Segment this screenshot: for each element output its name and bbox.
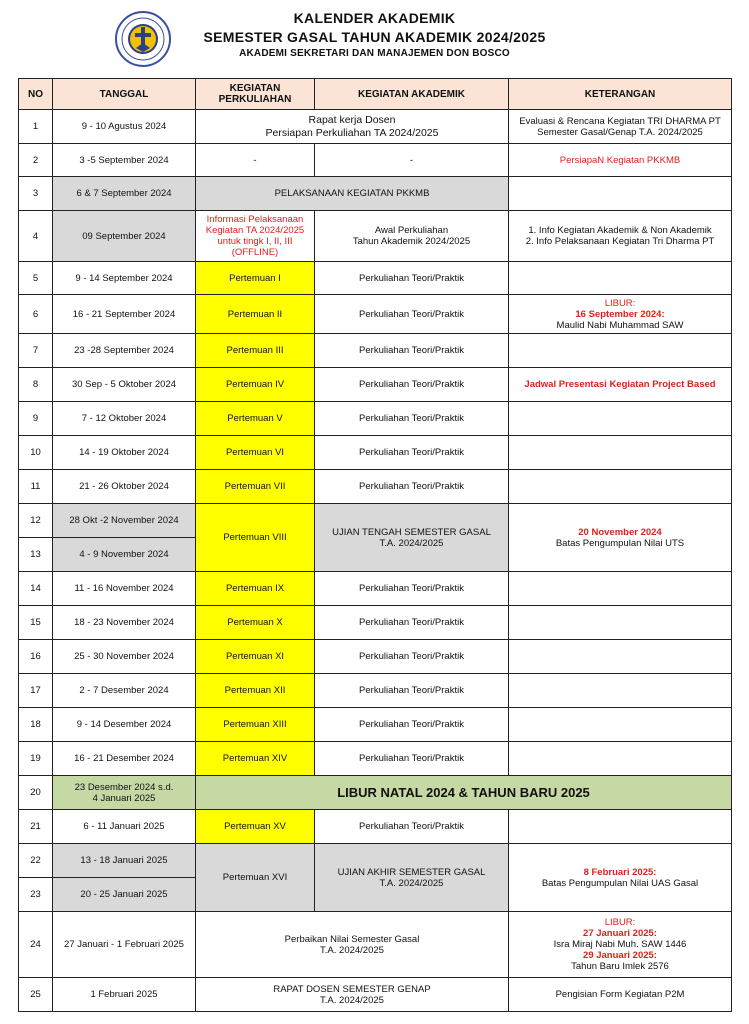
cell-tanggal: 30 Sep - 5 Oktober 2024 [53, 368, 196, 402]
cell-perkuliahan: - [196, 144, 315, 177]
cell-akademik [315, 504, 509, 572]
cell-no: 25 [19, 978, 53, 1012]
cell-line: LIBUR: [604, 297, 636, 309]
col-header-kegiatan-perkuliahan: KEGIATAN PERKULIAHAN [196, 79, 315, 110]
table-row [19, 674, 732, 708]
cell-perkuliahan: Pertemuan VII [196, 470, 315, 504]
cell-line: Batas Pengumpulan Nilai UAS Gasal [541, 877, 699, 889]
academic-calendar-table [18, 78, 732, 1012]
cell-line: Informasi Pelaksanaan [206, 214, 304, 225]
cell-keterangan [509, 262, 732, 295]
cell-perkuliahan: Pertemuan XI [196, 640, 315, 674]
page-header [0, 0, 749, 76]
cell-keterangan [509, 912, 732, 978]
table-row [19, 708, 732, 742]
table-row [19, 368, 732, 402]
cell-perkuliahan: Pertemuan XIV [196, 742, 315, 776]
cell-perkuliahan: Pertemuan VI [196, 436, 315, 470]
institution-logo-icon [114, 10, 172, 68]
cell-no: 10 [19, 436, 53, 470]
cell-akademik: Perkuliahan Teori/Praktik [315, 708, 509, 742]
cell-line: UJIAN AKHIR SEMESTER GASAL [337, 866, 486, 878]
cell-line: Evaluasi & Rencana Kegiatan TRI DHARMA PT [519, 115, 721, 127]
cell-keterangan: Jadwal Presentasi Kegiatan Project Based [509, 368, 732, 402]
cell-akademik: Perkuliahan Teori/Praktik [315, 810, 509, 844]
cell-line: Persiapan Perkuliahan TA 2024/2025 [265, 126, 439, 139]
cell-keterangan: Pengisian Form Kegiatan P2M [509, 978, 732, 1012]
table-row [19, 144, 732, 177]
cell-line: Tahun Baru Imlek 2576 [571, 961, 669, 972]
cell-tanggal: 14 - 19 Oktober 2024 [53, 436, 196, 470]
cell-tanggal: 11 - 16 November 2024 [53, 572, 196, 606]
cell-keterangan [509, 436, 732, 470]
cell-tanggal: 2 - 7 Desember 2024 [53, 674, 196, 708]
cell-no: 21 [19, 810, 53, 844]
cell-akademik: Perkuliahan Teori/Praktik [315, 295, 509, 334]
cell-line: Isra Miraj Nabi Muh. SAW 1446 [553, 939, 687, 950]
cell-keterangan [509, 295, 732, 334]
cell-kegiatan-merged [196, 978, 509, 1012]
cell-akademik: Perkuliahan Teori/Praktik [315, 436, 509, 470]
cell-line: Tahun Akademik 2024/2025 [352, 236, 471, 247]
cell-perkuliahan: Pertemuan XIII [196, 708, 315, 742]
cell-tanggal: 25 - 30 November 2024 [53, 640, 196, 674]
cell-akademik [315, 844, 509, 912]
table-row [19, 470, 732, 504]
cell-kegiatan-merged: PELAKSANAAN KEGIATAN PKKMB [196, 177, 509, 211]
cell-akademik: Perkuliahan Teori/Praktik [315, 262, 509, 295]
cell-kegiatan-merged [196, 110, 509, 144]
cell-tanggal: 3 -5 September 2024 [53, 144, 196, 177]
cell-line: T.A. 2024/2025 [379, 537, 444, 549]
cell-tanggal: 28 Okt -2 November 2024 [53, 504, 196, 538]
cell-tanggal: 9 - 10 Agustus 2024 [53, 110, 196, 144]
cell-no: 5 [19, 262, 53, 295]
cell-keterangan [509, 177, 732, 211]
cell-no: 3 [19, 177, 53, 211]
table-row [19, 334, 732, 368]
cell-keterangan [509, 572, 732, 606]
cell-tanggal: 7 - 12 Oktober 2024 [53, 402, 196, 436]
cell-perkuliahan: Pertemuan III [196, 334, 315, 368]
cell-tanggal: 20 - 25 Januari 2025 [53, 878, 196, 912]
cell-perkuliahan: Pertemuan V [196, 402, 315, 436]
cell-tanggal: 9 - 14 Desember 2024 [53, 708, 196, 742]
cell-line: 8 Februari 2025: [583, 866, 657, 878]
cell-no: 12 [19, 504, 53, 538]
table-row [19, 110, 732, 144]
cell-no: 8 [19, 368, 53, 402]
cell-line: 16 September 2024: [575, 308, 665, 320]
table-row [19, 776, 732, 810]
cell-perkuliahan: Pertemuan X [196, 606, 315, 640]
cell-no: 1 [19, 110, 53, 144]
cell-line: RAPAT DOSEN SEMESTER GENAP [273, 983, 431, 995]
cell-akademik [315, 211, 509, 262]
cell-line: 1. Info Kegiatan Akademik & Non Akademik [528, 225, 712, 236]
cell-akademik: Perkuliahan Teori/Praktik [315, 470, 509, 504]
cell-tanggal: 16 - 21 Desember 2024 [53, 742, 196, 776]
cell-akademik: Perkuliahan Teori/Praktik [315, 742, 509, 776]
cell-tanggal: 4 - 9 November 2024 [53, 538, 196, 572]
cell-tanggal: 9 - 14 September 2024 [53, 262, 196, 295]
table-row [19, 742, 732, 776]
table-row [19, 572, 732, 606]
cell-tanggal: 23 -28 September 2024 [53, 334, 196, 368]
cell-akademik: Perkuliahan Teori/Praktik [315, 606, 509, 640]
holiday-banner: LIBUR NATAL 2024 & TAHUN BARU 2025 [196, 776, 732, 810]
cell-line: (OFFLINE) [231, 247, 279, 258]
cell-no: 6 [19, 295, 53, 334]
cell-line: Perbaikan Nilai Semester Gasal [284, 933, 420, 945]
cell-tanggal: 21 - 26 Oktober 2024 [53, 470, 196, 504]
cell-akademik: Perkuliahan Teori/Praktik [315, 402, 509, 436]
table-row [19, 640, 732, 674]
table-row [19, 402, 732, 436]
cell-no: 22 [19, 844, 53, 878]
cell-keterangan [509, 640, 732, 674]
table-row [19, 295, 732, 334]
cell-no: 2 [19, 144, 53, 177]
cell-no: 11 [19, 470, 53, 504]
cell-no: 18 [19, 708, 53, 742]
cell-akademik: Perkuliahan Teori/Praktik [315, 368, 509, 402]
cell-no: 16 [19, 640, 53, 674]
cell-keterangan [509, 708, 732, 742]
cell-keterangan [509, 402, 732, 436]
cell-no: 13 [19, 538, 53, 572]
cell-perkuliahan: Pertemuan XVI [196, 844, 315, 912]
cell-line: 20 November 2024 [578, 526, 662, 538]
table-row [19, 436, 732, 470]
cell-akademik: Perkuliahan Teori/Praktik [315, 674, 509, 708]
cell-tanggal: 13 - 18 Januari 2025 [53, 844, 196, 878]
cell-keterangan [509, 810, 732, 844]
cell-tanggal: 6 & 7 September 2024 [53, 177, 196, 211]
col-header-tanggal: TANGGAL [53, 79, 196, 110]
table-row [19, 504, 732, 538]
table-row [19, 606, 732, 640]
col-header-kegiatan-akademik: KEGIATAN AKADEMIK [315, 79, 509, 110]
cell-perkuliahan: Pertemuan XV [196, 810, 315, 844]
cell-akademik: - [315, 144, 509, 177]
cell-keterangan [509, 674, 732, 708]
cell-keterangan [509, 470, 732, 504]
cell-perkuliahan: Pertemuan IV [196, 368, 315, 402]
table-row [19, 810, 732, 844]
cell-no: 19 [19, 742, 53, 776]
cell-tanggal: 6 - 11 Januari 2025 [53, 810, 196, 844]
cell-line: LIBUR: [604, 917, 636, 928]
cell-keterangan [509, 211, 732, 262]
cell-line: Semester Gasal/Genap T.A. 2024/2025 [537, 126, 703, 138]
cell-no: 23 [19, 878, 53, 912]
page-subtitle: SEMESTER GASAL TAHUN AKADEMIK 2024/2025 [203, 29, 546, 45]
cell-keterangan [509, 742, 732, 776]
cell-line: UJIAN TENGAH SEMESTER GASAL [332, 526, 491, 538]
cell-no: 17 [19, 674, 53, 708]
cell-line: Awal Perkuliahan [374, 225, 449, 236]
cell-no: 20 [19, 776, 53, 810]
cell-perkuliahan: Pertemuan I [196, 262, 315, 295]
cell-no: 15 [19, 606, 53, 640]
col-header-keterangan: KETERANGAN [509, 79, 732, 110]
cell-line: 23 Desember 2024 s.d. [74, 781, 174, 793]
cell-line: Kegiatan TA 2024/2025 [205, 225, 305, 236]
cell-perkuliahan: Pertemuan IX [196, 572, 315, 606]
cell-line: Batas Pengumpulan Nilai UTS [555, 537, 685, 549]
page-title: KALENDER AKADEMIK [293, 10, 456, 26]
cell-tanggal [53, 776, 196, 810]
table-header-row [19, 79, 732, 110]
table-row [19, 912, 732, 978]
table-row [19, 978, 732, 1012]
cell-keterangan [509, 334, 732, 368]
cell-tanggal: 18 - 23 November 2024 [53, 606, 196, 640]
col-header-no: NO [19, 79, 53, 110]
cell-line: untuk tingk I, II, III [217, 236, 293, 247]
cell-keterangan [509, 606, 732, 640]
cell-tanggal: 1 Februari 2025 [53, 978, 196, 1012]
cell-line: T.A. 2024/2025 [320, 994, 384, 1006]
cell-akademik: Perkuliahan Teori/Praktik [315, 640, 509, 674]
cell-kegiatan-merged [196, 912, 509, 978]
table-row [19, 262, 732, 295]
cell-keterangan [509, 504, 732, 572]
cell-tanggal: 27 Januari - 1 Februari 2025 [53, 912, 196, 978]
table-row [19, 211, 732, 262]
cell-perkuliahan: Pertemuan II [196, 295, 315, 334]
cell-tanggal: 09 September 2024 [53, 211, 196, 262]
table-row [19, 177, 732, 211]
cell-perkuliahan: Pertemuan VIII [196, 504, 315, 572]
cell-line: 27 Januari 2025: [583, 928, 657, 939]
cell-no: 7 [19, 334, 53, 368]
cell-line: Rapat kerja Dosen [308, 113, 396, 126]
cell-perkuliahan: Pertemuan XII [196, 674, 315, 708]
cell-tanggal: 16 - 21 September 2024 [53, 295, 196, 334]
cell-keterangan [509, 844, 732, 912]
cell-line: 2. Info Pelaksanaan Kegiatan Tri Dharma PT [525, 236, 715, 247]
cell-no: 14 [19, 572, 53, 606]
cell-line: 4 Januari 2025 [92, 792, 156, 804]
cell-line: Maulid Nabi Muhammad SAW [556, 319, 684, 331]
table-row [19, 844, 732, 878]
cell-akademik: Perkuliahan Teori/Praktik [315, 334, 509, 368]
cell-no: 4 [19, 211, 53, 262]
cell-no: 9 [19, 402, 53, 436]
cell-perkuliahan [196, 211, 315, 262]
cell-keterangan: PersiapaN Kegiatan PKKMB [509, 144, 732, 177]
cell-akademik: Perkuliahan Teori/Praktik [315, 572, 509, 606]
cell-line: T.A. 2024/2025 [320, 944, 384, 956]
institution-name: AKADEMI SEKRETARI DAN MANAJEMEN DON BOSCO [239, 48, 510, 59]
cell-no: 24 [19, 912, 53, 978]
cell-line: T.A. 2024/2025 [379, 877, 444, 889]
cell-keterangan [509, 110, 732, 144]
cell-line: 29 Januari 2025: [583, 950, 657, 961]
